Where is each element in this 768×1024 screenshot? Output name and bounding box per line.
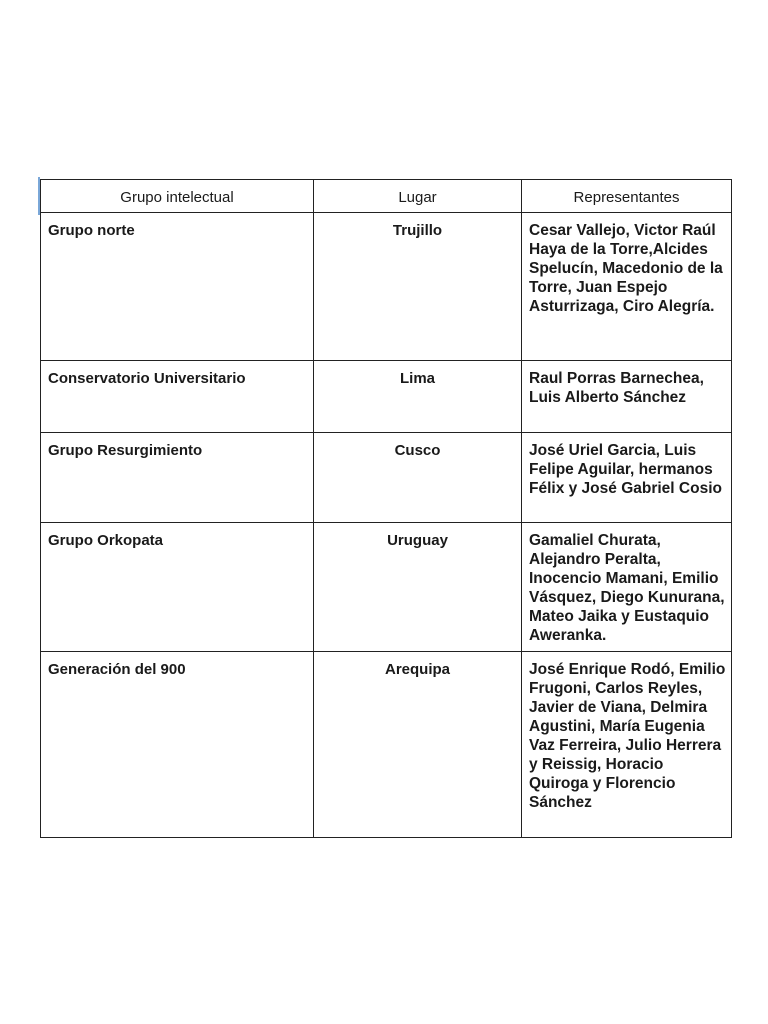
table-row	[41, 361, 732, 433]
cell-lugar: Trujillo	[314, 213, 522, 361]
table-body	[41, 213, 732, 838]
grupos-intelectuales-table	[40, 179, 732, 838]
cell-lugar: Uruguay	[314, 523, 522, 652]
table-row	[41, 433, 732, 523]
cell-lugar: Arequipa	[314, 652, 522, 838]
cell-representantes: Raul Porras Barnechea, Luis Alberto Sánchez	[522, 361, 732, 433]
header-grupo-intelectual: Grupo intelectual	[41, 180, 314, 213]
cell-grupo: Grupo norte	[41, 213, 314, 361]
table-row	[41, 652, 732, 838]
table-row	[41, 523, 732, 652]
table-row	[41, 213, 732, 361]
cell-representantes: Cesar Vallejo, Victor Raúl Haya de la Torre,Alcides Spelucín, Macedonio de la Torre, Juan Espejo Asturrizaga, Ciro Alegría.	[522, 213, 732, 361]
header-representantes: Representantes	[522, 180, 732, 213]
cell-representantes: José Enrique Rodó, Emilio Frugoni, Carlos Reyles, Javier de Viana, Delmira Agustini, María Eugenia Vaz Ferreira, Julio Herrera y Reissig, Horacio Quiroga y Florencio Sánchez	[522, 652, 732, 838]
cell-lugar: Cusco	[314, 433, 522, 523]
header-row	[41, 180, 732, 213]
cell-grupo: Grupo Orkopata	[41, 523, 314, 652]
cell-representantes: Gamaliel Churata, Alejandro Peralta, Inocencio Mamani, Emilio Vásquez, Diego Kunurana, Mateo Jaika y Eustaquio Aweranka.	[522, 523, 732, 652]
cell-grupo: Grupo Resurgimiento	[41, 433, 314, 523]
header-lugar: Lugar	[314, 180, 522, 213]
cell-grupo: Conservatorio Universitario	[41, 361, 314, 433]
cell-lugar: Lima	[314, 361, 522, 433]
cell-grupo: Generación del 900	[41, 652, 314, 838]
cell-representantes: José Uriel Garcia, Luis Felipe Aguilar, hermanos Félix y José Gabriel Cosio	[522, 433, 732, 523]
table-header	[41, 180, 732, 213]
